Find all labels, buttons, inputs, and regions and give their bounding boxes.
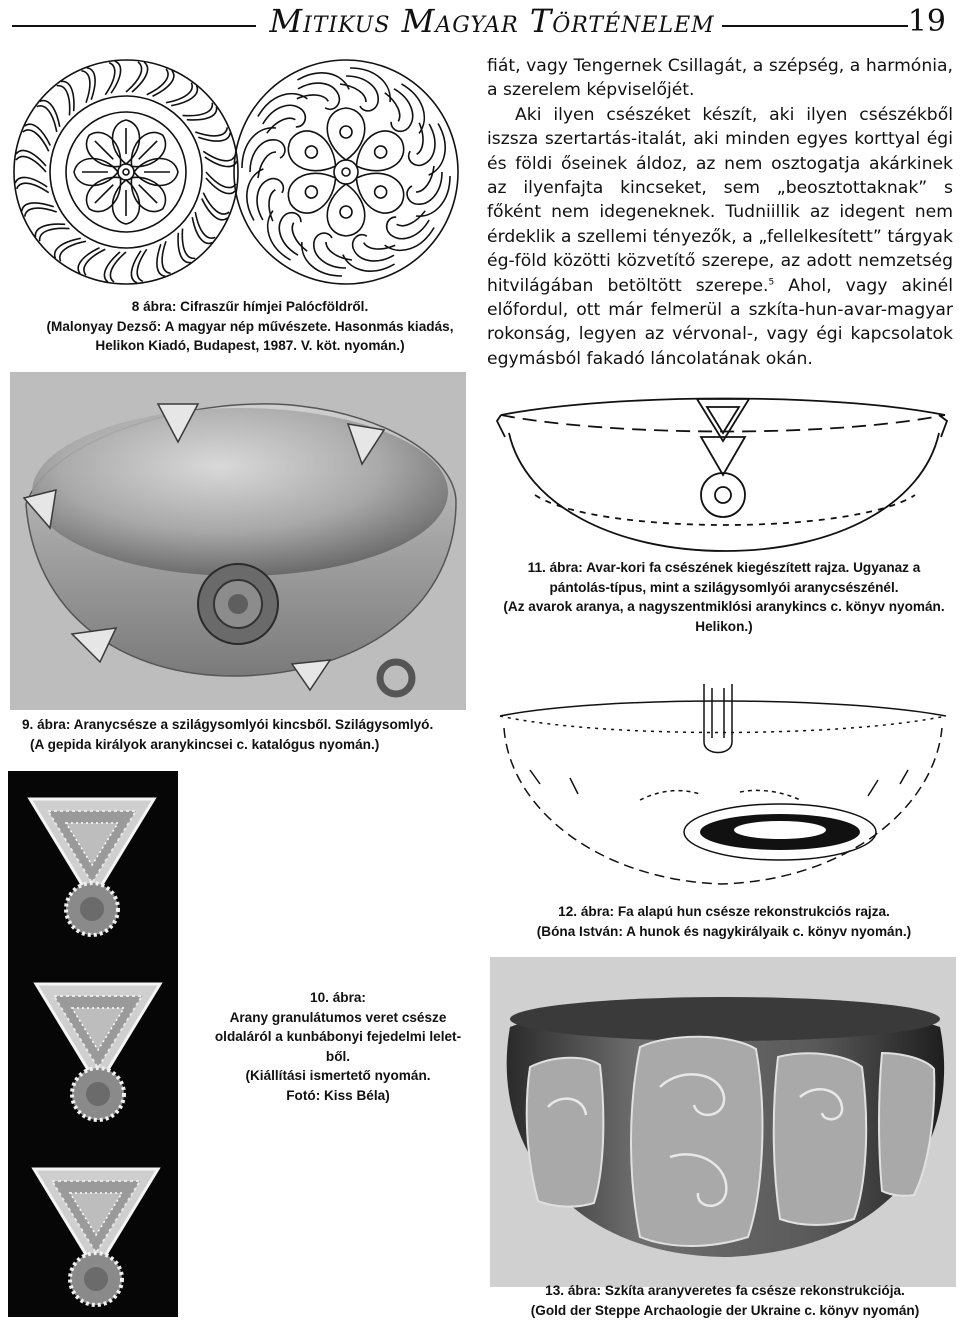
caption-line: (Bóna István: A hunok és nagykirályaik c. könyv nyomán.) (488, 922, 960, 942)
body-text (487, 54, 953, 371)
figure-8-rosettes (8, 54, 476, 294)
avar-bowl-drawing (495, 385, 953, 555)
mounts-photo (8, 771, 178, 1317)
paragraph-2-part-b: Ahol, vagy akinél előfordul, ott már felmerül a szkíta-hun-avar-magyar rokonság, legyen az vérvonal-, vagy égi kapcsolatok egymásból fakadó láncolatának okán. (487, 276, 953, 369)
footnote-ref: 5 (769, 277, 775, 287)
caption-line: Fotó: Kiss Béla) (200, 1086, 476, 1106)
paragraph-1: fiát, vagy Tengernek Csillagát, a szépség, a harmónia, a szerelem képviselőjét. (487, 54, 953, 103)
figure-12-hun-bowl-drawing (490, 680, 956, 895)
rosette-left (14, 60, 238, 284)
caption-line: pántolás-típus, mint a szilágysomlyói aranycsészénél. (488, 578, 960, 598)
caption-line: Helikon Kiadó, Budapest, 1987. V. köt. nyomán.) (20, 336, 480, 356)
caption-figure-10 (200, 988, 476, 1105)
caption-line: Arany granulátumos veret csésze (200, 1008, 476, 1028)
caption-line: 12. ábra: Fa alapú hun csésze rekonstrukciós rajza. (488, 902, 960, 922)
caption-line: (Kiállítási ismertető nyomán. (200, 1066, 476, 1086)
caption-line: (Az avarok aranya, a nagyszentmiklósi aranykincs c. könyv nyomán. (488, 597, 960, 617)
caption-line: Helikon.) (488, 617, 960, 637)
caption-line: 10. ábra: (200, 988, 476, 1008)
caption-line: oldaláról a kunbábonyi fejedelmi lelet- (200, 1027, 476, 1047)
rosette-drawings (8, 54, 476, 294)
figure-10-gold-mounts-photo (8, 771, 178, 1317)
page-number: 19 (908, 4, 946, 39)
caption-line: (Malonyay Dezső: A magyar nép művészete. Hasonmás kiadás, (20, 317, 480, 337)
header-rule-right (722, 25, 908, 27)
caption-figure-9 (22, 715, 482, 754)
caption-line: 9. ábra: Aranycsésze a szilágysomlyói kincsből. Szilágysomlyó. (22, 715, 482, 735)
rosette-right (234, 60, 458, 284)
scythian-bowl-photo (490, 957, 956, 1287)
caption-figure-13 (490, 1281, 960, 1320)
caption-figure-11 (488, 558, 960, 636)
caption-line: 11. ábra: Avar-kori fa csészének kiegészített rajza. Ugyanaz a (488, 558, 960, 578)
running-header-title: Mitikus Magyar Történelem (262, 2, 722, 40)
figure-9-golden-bowl-photo (10, 372, 466, 710)
paragraph-2 (487, 103, 953, 371)
paragraph-2-part-a: Aki ilyen csészéket készít, aki ilyen csészékből iszsza szertartás-italát, aki minden egyes korttyal égi és földi őseinek áldoz, az nem osztogatja akárkinek az ilyenfajta kincseket, sem „beosztottaknak” s főként nem idegeneknek. Tudniillik az idegent nem érdeklik a szellemi tényezők, a „fellelkesített” tárgyak ég-föld közötti közvetítő szerepe, az adott nemzetség hitvilágában betöltött szerepe. (487, 105, 953, 296)
figure-11-avar-bowl-drawing (495, 385, 953, 555)
caption-figure-8 (20, 297, 480, 356)
caption-line: (A gepida királyok aranykincsei c. katalógus nyomán.) (22, 735, 482, 755)
caption-figure-12 (488, 902, 960, 941)
figure-13-scythian-bowl-photo (490, 957, 956, 1287)
header-rule-left (12, 25, 256, 27)
caption-line: 8 ábra: Cifraszűr hímjei Palócföldről. (20, 297, 480, 317)
hun-bowl-drawing (490, 680, 956, 895)
caption-line: ből. (200, 1047, 476, 1067)
caption-line: (Gold der Steppe Archaologie der Ukraine c. könyv nyomán) (490, 1301, 960, 1320)
caption-line: 13. ábra: Szkíta aranyveretes fa csésze rekonstrukciója. (490, 1281, 960, 1301)
bowl-photo (10, 372, 466, 710)
